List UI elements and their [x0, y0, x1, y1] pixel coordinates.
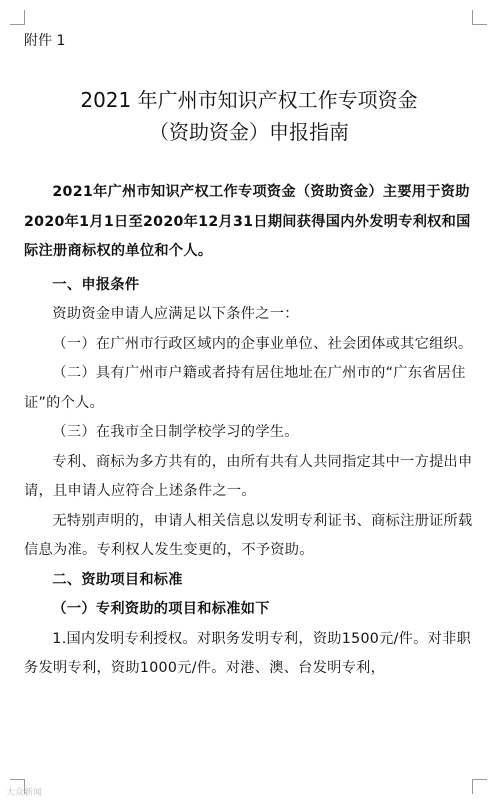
section1-lead: 资助资金申请人应满足以下条件之一：	[52, 306, 299, 322]
document-title-line1: 2021 年广州市知识产权工作专项资金	[80, 88, 418, 112]
watermark: 大众新闻	[6, 788, 43, 798]
condition-3: （三）在我市全日制学校学习的学生。	[52, 424, 299, 440]
item-1: 1.国内发明专利授权。对职务发明专利，资助1500元/件。对非职务发明专利，资助1000元/件。对港、澳、台发明专利，	[24, 630, 472, 676]
section1-heading: 一、申报条件	[52, 276, 140, 293]
intro-paragraph: 2021年广州市知识产权工作专项资金（资助资金）主要用于资助2020年1月1日至2020年12月31日期间获得国内外发明专利权和国际注册商标权的单位和个人。	[24, 184, 471, 259]
note-co-owned: 专利、商标为多方共有的，由所有共有人共同指定其中一方提出申请，且申请人应符合上述条件之一。	[24, 453, 473, 499]
condition-1: （一）在广州市行政区域内的企事业单位、社会团体或其它组织。	[52, 335, 473, 352]
document-page	[24, 30, 474, 684]
section2-subheading: （一）专利资助的项目和标准如下	[52, 601, 270, 617]
crop-mark-top-left	[10, 10, 25, 25]
document-title-line2: （资助资金）申报指南	[149, 120, 349, 144]
crop-mark-top-right	[472, 10, 487, 25]
condition-2: （二）具有广州市户籍或者持有居住地址在广州市的“广东省居住证”的个人。	[24, 365, 466, 411]
attachment-label: 附件 1	[24, 33, 66, 49]
note-information: 无特别声明的，申请人相关信息以发明专利证书、商标注册证所载信息为准。专利权人发生变更的，不予资助。	[24, 512, 473, 558]
crop-mark-bottom-right	[472, 779, 487, 794]
section2-heading: 二、资助项目和标准	[52, 571, 183, 588]
